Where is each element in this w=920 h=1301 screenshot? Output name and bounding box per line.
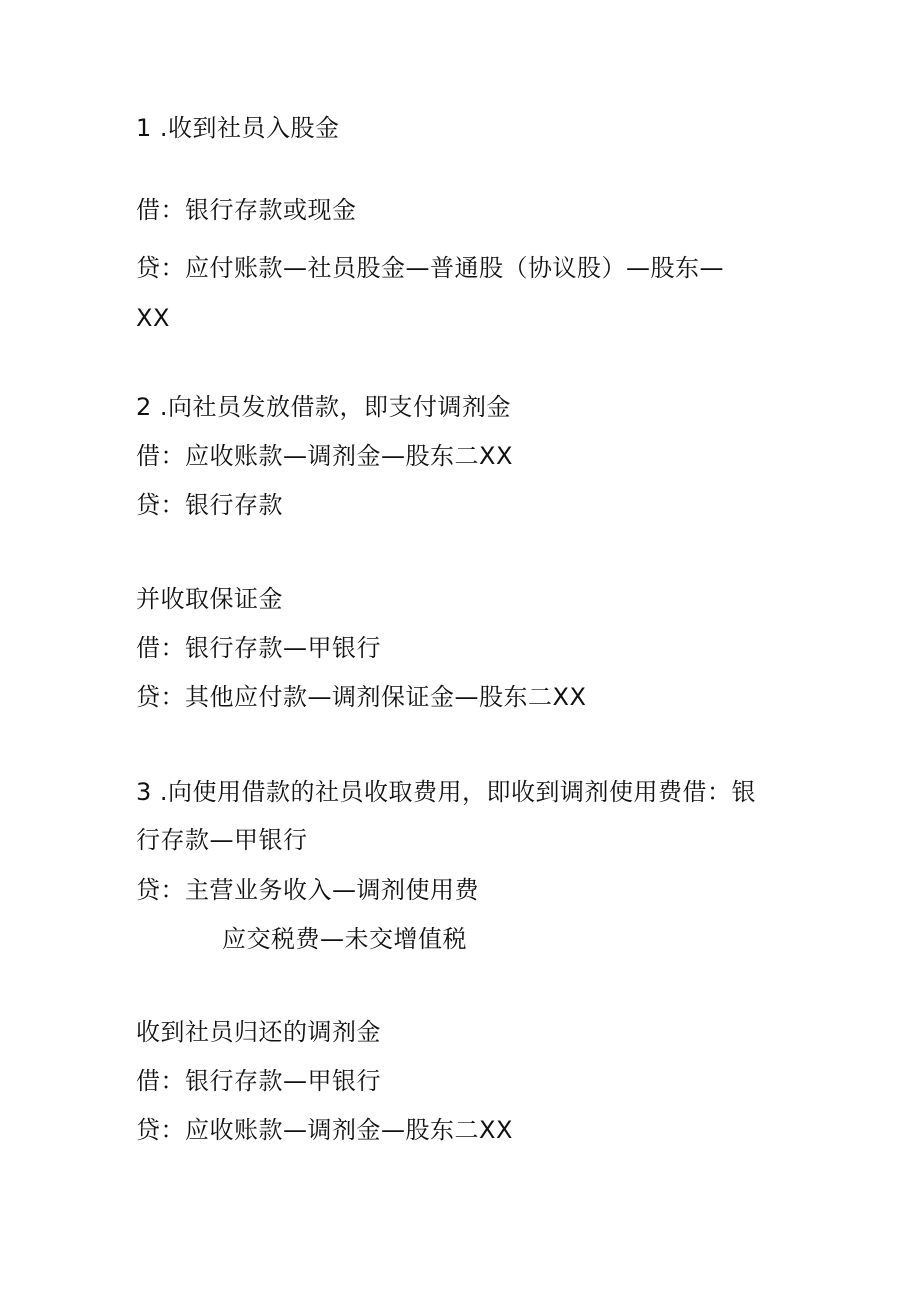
credit-line: 贷：银行存款 [136, 491, 283, 519]
section-2-heading: 2 .向社员发放借款，即支付调剂金 [136, 393, 512, 421]
subsection-heading: 收到社员归还的调剂金 [136, 1018, 381, 1046]
section-3-heading-continued: 行存款—甲银行 [136, 826, 308, 854]
debit-line: 借：应收账款—调剂金—股东二XX [136, 442, 513, 470]
credit-line: 贷：应付账款—社员股金—普通股（协议股）—股东— [136, 254, 724, 282]
credit-line: 贷：应收账款—调剂金—股东二XX [136, 1116, 513, 1144]
section-1-heading: 1 .收到社员入股金 [136, 114, 340, 142]
debit-line: 借：银行存款—甲银行 [136, 1067, 381, 1095]
section-3-heading: 3 .向使用借款的社员收取费用，即收到调剂使用费借：银 [136, 778, 757, 806]
credit-line: 贷：主营业务收入—调剂使用费 [136, 876, 479, 904]
credit-line-indented: 应交税费—未交增值税 [222, 925, 467, 953]
debit-line: 借：银行存款—甲银行 [136, 634, 381, 662]
credit-line: 贷：其他应付款—调剂保证金—股东二XX [136, 683, 587, 711]
debit-line: 借：银行存款或现金 [136, 196, 357, 224]
credit-line-continued: XX [136, 304, 170, 332]
subsection-heading: 并收取保证金 [136, 585, 283, 613]
